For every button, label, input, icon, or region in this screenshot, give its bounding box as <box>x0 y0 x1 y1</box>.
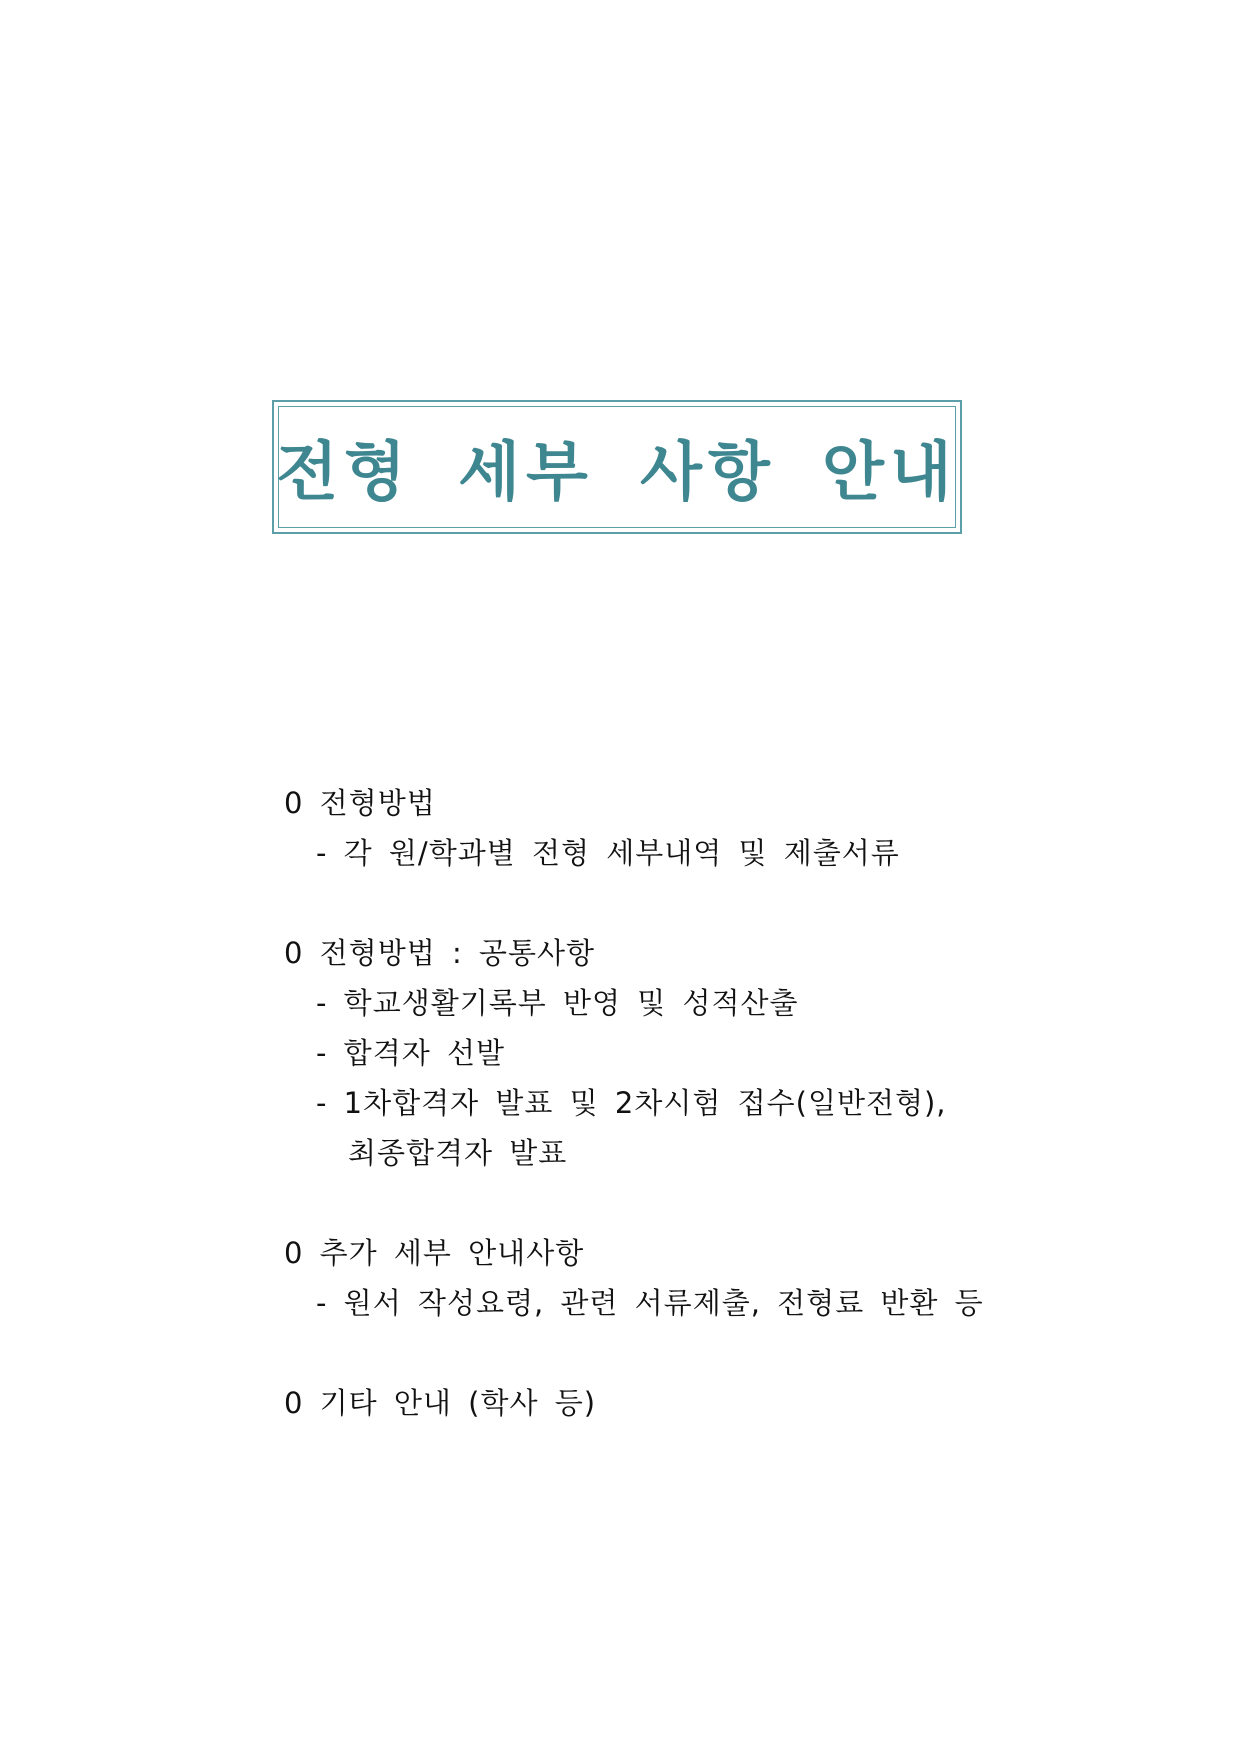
title-box <box>272 400 962 534</box>
section-additional-info <box>284 1228 1184 1328</box>
section-heading: 0 전형방법 <box>284 786 436 820</box>
list-item: - 학교생활기록부 반영 및 성적산출 <box>316 986 799 1020</box>
section-other-info <box>284 1378 1184 1428</box>
list-item: - 각 원/학과별 전형 세부내역 및 제출서류 <box>316 836 900 870</box>
section-selection-method <box>284 778 1184 878</box>
list-item: - 원서 작성요령, 관련 서류제출, 전형료 반환 등 <box>316 1286 984 1320</box>
list-item: - 1차합격자 발표 및 2차시험 접수(일반전형), <box>316 1086 947 1120</box>
section-heading: 0 전형방법 : 공통사항 <box>284 936 595 970</box>
section-common-matters <box>284 928 1184 1178</box>
section-heading: 0 기타 안내 (학사 등) <box>284 1386 597 1420</box>
page-title: 전형 세부 사항 안내 <box>276 436 958 510</box>
document-body <box>284 778 1184 1478</box>
list-item: - 합격자 선발 <box>316 1036 505 1070</box>
title-frame <box>278 406 956 528</box>
section-heading: 0 추가 세부 안내사항 <box>284 1236 585 1270</box>
list-item-continuation: 최종합격자 발표 <box>348 1136 568 1170</box>
